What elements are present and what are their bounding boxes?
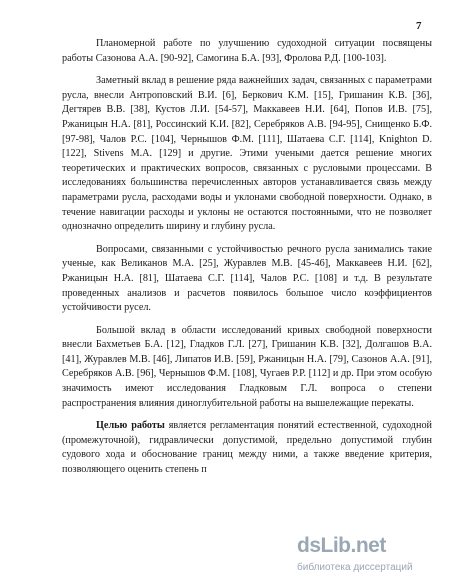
document-body: [62, 37, 432, 478]
paragraph: Заметный вклад в решение ряда важнейших задач, связанных с параметрами русла, внесли Антроповский В.И. [6], Беркович К.М. [15], Гришанин К.В. [36], Дегтярев В.В. [38], Кустов Л.И. [54-57], Маккавеев Н.И. [64], Попов И.В. [75], Ржаницын Н.А. [81], Россинский К.И. [82], Серебряков А.В. [94-95], Снищенко Б.Ф. [97-98], Чалов Р.С. [104], Чернышов Ф.М. [111], Шатаева С.Г. [114], Knighton D. [122], Stivens M.A. [129] и другие. Этими учеными дается решение многих теоретических и практических вопросов, связанных с русловыми процессами. В исследованиях большинства перечисленных авторов устанавливается связь между параметрами русла, расходами воды и уклонами свободной поверхности. Однако, в течение навигации расходы и уклоны не остаются постоянными, что не позволяет однозначно определить ширину и глубину русла.: [62, 75, 432, 233]
page-number: 7: [416, 20, 422, 32]
watermark-subtitle: библиотека диссертаций: [297, 562, 413, 573]
paragraph: Большой вклад в области исследований кривых свободной поверхности внесли Бахметьев Б.А. [12], Гладков Г.Л. [27], Гришанин К.В. [32], Долгашов В.А. [41], Журавлев М.В. [46], Липатов И.В. [59], Ржаницын Н.А. [79], Сазонов А.А. [91], Серебряков А.В. [96], Чернышов Ф.М. [108], Чугаев Р.Р. [112] и др. При этом особую значимость имеют исследования Гладковым Г.Л. вопроса о степени распространения влияния диноглубительной работы на вышележащие перекаты.: [62, 324, 432, 409]
goal-paragraph: [62, 419, 432, 477]
watermark-logo: dsLib.net: [297, 534, 386, 557]
watermark: [297, 534, 447, 576]
goal-lead: Целью работы: [96, 420, 165, 432]
goal-text: является регламентация понятий естественной, судоходной (промежуточной), гидравлически допустимой, предельно допустимой глубин судового хода и обоснование границ между ними, а также введение критерия, позволяющего оценить степень п: [62, 420, 432, 476]
paragraph: Вопросами, связанными с устойчивостью речного русла занимались такие ученые, как Великанов М.А. [25], Журавлев М.В. [45-46], Маккавеев Н.И. [62], Ржаницын Н.А. [81], Шатаева С.Г. [114], Чалов Р.С. [108] и т.д. В результате проведенных анализов и расчетов появилось большое число коэффициентов устойчивости русел.: [62, 243, 432, 314]
paragraph: Планомерной работе по улучшению судоходной ситуации посвящены работы Сазонова А.А. [90-92], Самогина Б.А. [93], Фролова Р.Д. [100-103].: [62, 38, 432, 64]
